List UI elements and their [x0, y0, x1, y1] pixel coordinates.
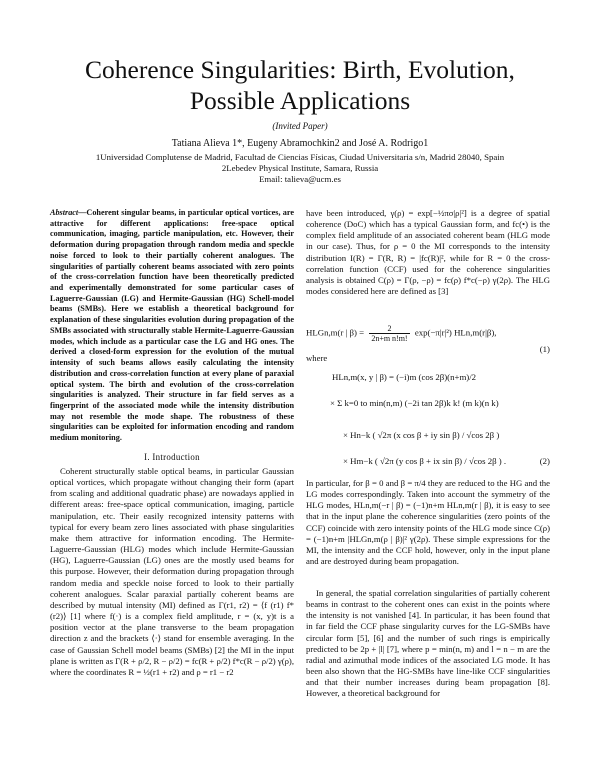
equation-2-line-3: × Hn−k ( √2π (x cos β + iy sin β) / √cos 2β )	[343, 430, 500, 440]
right-top-paragraph: have been introduced, γ(ρ) = exp[−½πσ|ρ|²] is a degree of spatial coherence (DoC) which has a typical Gaussian form, and fc(•) is the complex field amplitude of an associated coherent beam (HLG mode in our case). Thus, for ρ = 0 the MI corresponds to the intensity distribution I(R) = Γ(R, R) = |fc(R)|², while for R = 0 the cross-correlation function (CCF) used for the coherence singularities analysis is obtained C(ρ) = Γ(ρ, −ρ) = fc(ρ) f*c(−ρ) γ(2ρ). The HLG modes considered here are defined as [3]	[306, 208, 550, 297]
eq1-frac-num: 2	[369, 324, 409, 334]
intro-paragraph: Coherent structurally stable optical beams, in particular Gaussian optical vortices, which propagate without changing their form (apart from scaling and additional quadratic phase) are nowadays applied in different areas: free-space optical communication, imaging, particle manipulation, etc. Their easily recognized intensity patterns with typical for every beam zero lines associated with phase singularities make them attractive for information encoding. The Hermite-Laguerre-Gaussian (HLG) modes which include Hermite-Gaussian (HG), Laguerre-Gaussian (LG) ones are the mostly used beams for this purpose. However, their deformation during propagation through random media and speckle noise forced to look to their partially coherent analogues. Scalar paraxial partially coherent beams are described by mutual intensity (MI) defined as Γ(r1, r2) = ⟨f (r1) f* (r2)⟩ [1] where f(·) is a complex field amplitude, r = (x, y)t is a position vector at the plane transverse to the beam propagation direction z and the brackets ⟨·⟩ stand for ensemble averaging. In the case of Gaussian Schell model beams (SMBs) [2] the MI in the input plane is written as Γ(R + ρ/2, R − ρ/2) = fc(R + ρ/2) f*c(R − ρ/2) γ(ρ), where the coordinates R = ½(r1 + r2) and ρ = r1 − r2	[50, 466, 294, 677]
affiliation-1: 1Universidad Complutense de Madrid, Facultad de Ciencias Físicas, Ciudad Universitaria s/n, Madrid 28040, Spain	[95, 152, 505, 162]
eq1-lhs: HLGn,m(r | β) =	[306, 327, 365, 338]
section-heading: I. Introduction	[144, 452, 200, 462]
right-column-middle	[306, 478, 550, 567]
paper-subtitle: (Invited Paper)	[272, 121, 328, 131]
equation-2-line-1: HLn,m(x, y | β) = (−i)m (cos 2β)(n+m)/2	[332, 372, 477, 382]
right-paragraph-1: In particular, for β = 0 and β = π/4 they are reduced to the HG and the LG modes correspondingly. Taken into account the symmetry of the HLG modes, HLn,m(−r | β) = (−1)n+m HLn,m(r | β), it is easy to see that in the input plane the coherence singularities (zero points of the CCF) coincide with zero intensity points of the HLG mode since C(ρ) = (−1)n+m |HLGn,m(ρ | β)|² γ(2ρ). These simple expressions for the MI, the intensity and the CCF hold, however, only in the input plane and are destroyed during beam propagation.	[306, 478, 550, 567]
equation-2-line-4: × Hm−k ( √2π (y cos β + ix sin β) / √cos 2β ) .	[343, 456, 507, 466]
right-paragraph-2: In general, the spatial correlation singularities of partially coherent beams in contrast to the coherent ones can exist in the points where the intensity is not vanished [4]. In particular, it has been found that in far field the CCF phase singularity curves for the LG-SMBs have circular form [5], [6] and the number of such rings is empirically predicted to be 2p + |l| [7], where p = min(n, m) and l = n − m are the radial and azimuthal mode indices of the associated LG mode. It has been also shown that the HG-SMBs have line-like CCF singularities and that their number increases during beam propagation [8]. However, a theoretical background for	[306, 588, 550, 699]
abstract-text: Coherent singular beams, in particular optical vortices, are attractive for different applications: free-space optical communication, imaging, particle manipulation, etc. However, their deformation during propagation through random media and speckle noise forced to look to their partially coherent analogues. The singularities of partially coherent beams associated with zero points of the cross-correlation function have been theoretically predicted and experimentally demonstrated for some particular cases of Laguerre-Gaussian (LG) and Hermite-Gaussian (HG) Schell-model beams (SMBs). Here we establish a theoretical background for explanation of these singularities evolution during propagation of the SMBs associated with structurally stable Hermite-Laguerre-Gaussian modes, which include as a particular case the LG and HG ones. The derived a closed-form expression for the evolution of the mutual intensity of such beams allows easily calculating the intensity distribution and cross-correlation function at every plane of paraxial optical system. The birth and evolution of the cross-correlation singularities is analyzed. Their structure in far field serves as a fingerprint of the associated mode while the intensity distribution may not resemble the mode shape. The robustness of these singularities can be exploited for information encoding and random medium monitoring.	[50, 208, 294, 443]
where-label: where	[306, 353, 328, 363]
eq1-frac-den: 2n+m n!m!	[371, 334, 408, 343]
equation-1	[306, 324, 496, 343]
affiliation-2: 2Lebedev Physical Institute, Samara, Russia	[221, 163, 379, 173]
introduction	[50, 466, 294, 678]
equation-2-number: (2)	[539, 456, 550, 466]
contact-email: Email: talieva@ucm.es	[259, 174, 341, 184]
paper-title: Coherence Singularities: Birth, Evolution, Possible Applications	[85, 55, 515, 115]
eq1-rhs: exp(−π|r|²) HLn,m(r|β),	[414, 327, 497, 338]
right-column-bottom	[306, 588, 550, 700]
abstract	[50, 208, 294, 444]
equation-1-number: (1)	[539, 344, 550, 354]
abstract-lead: Abstract—	[50, 208, 87, 217]
author-list: Tatiana Alieva 1*, Eugeny Abramochkin2 and José A. Rodrigo1	[171, 138, 429, 149]
equation-2-sum: × Σ k=0 to min(n,m) (−2i tan 2β)k k! (m k)(n k)	[330, 398, 499, 408]
right-column-top	[306, 208, 550, 297]
